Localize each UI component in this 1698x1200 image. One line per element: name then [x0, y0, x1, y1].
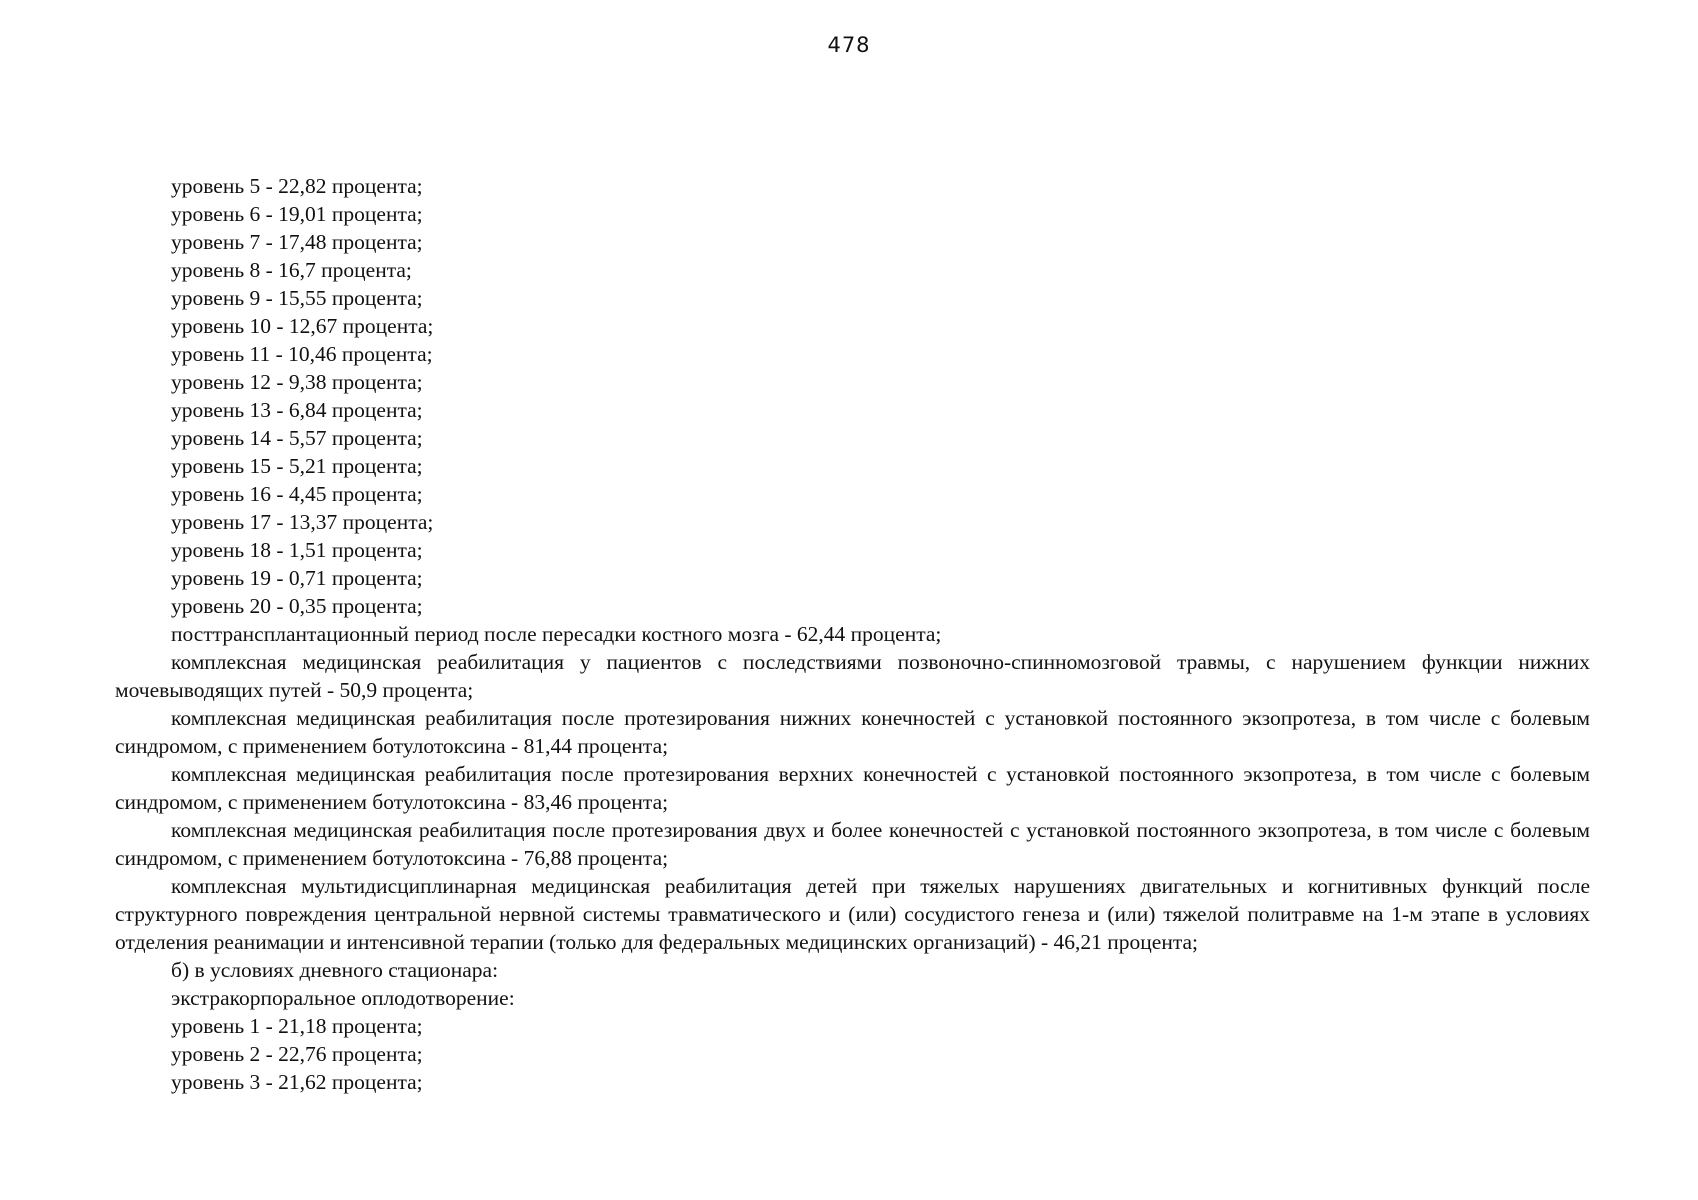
list-item: уровень 3 - 21,62 процента;	[171, 1070, 423, 1094]
paragraph: комплексная медицинская реабилитация у пациентов с последствиями позвоночно-спинномозговой травмы, с нарушением функции нижних мочевыводящих путей - 50,9 процента;	[115, 650, 1590, 702]
list-item: уровень 14 - 5,57 процента;	[171, 426, 423, 450]
list-item: уровень 9 - 15,55 процента;	[171, 286, 423, 310]
paragraph: комплексная медицинская реабилитация после протезирования верхних конечностей с установкой постоянного экзопротеза, в том числе с болевым синдромом, с применением ботулотоксина - 83,46 процента;	[115, 762, 1590, 814]
list-item: уровень 10 - 12,67 процента;	[171, 314, 434, 338]
list-item: уровень 1 - 21,18 процента;	[171, 1014, 423, 1038]
list-item: уровень 2 - 22,76 процента;	[171, 1042, 423, 1066]
list-item: уровень 19 - 0,71 процента;	[171, 566, 423, 590]
paragraph: комплексная мультидисциплинарная медицинская реабилитация детей при тяжелых нарушениях двигательных и когнитивных функций после структурного повреждения центральной нервной системы травматического и (или) сосудистого генеза и (или) тяжелой политравме на 1-м этапе в условиях отделения реанимации и интенсивной терапии (только для федеральных медицинских организаций) - 46,21 процента;	[115, 874, 1590, 954]
subsection-heading: экстракорпоральное оплодотворение:	[171, 986, 515, 1010]
section-heading: б) в условиях дневного стационара:	[171, 958, 499, 982]
document-body	[115, 172, 1590, 1096]
list-item: уровень 16 - 4,45 процента;	[171, 482, 423, 506]
list-item: уровень 20 - 0,35 процента;	[171, 594, 423, 618]
list-item: уровень 8 - 16,7 процента;	[171, 258, 412, 282]
list-item: уровень 13 - 6,84 процента;	[171, 398, 423, 422]
list-item: уровень 6 - 19,01 процента;	[171, 202, 423, 226]
list-item: уровень 17 - 13,37 процента;	[171, 510, 434, 534]
page-number: 478	[827, 33, 871, 57]
list-item: уровень 18 - 1,51 процента;	[171, 538, 423, 562]
paragraph: комплексная медицинская реабилитация после протезирования нижних конечностей с установкой постоянного экзопротеза, в том числе с болевым синдромом, с применением ботулотоксина - 81,44 процента;	[115, 706, 1590, 758]
list-item: уровень 11 - 10,46 процента;	[171, 342, 433, 366]
list-item: уровень 5 - 22,82 процента;	[171, 174, 423, 198]
list-item: уровень 7 - 17,48 процента;	[171, 230, 423, 254]
paragraph: комплексная медицинская реабилитация после протезирования двух и более конечностей с установкой постоянного экзопротеза, в том числе с болевым синдромом, с применением ботулотоксина - 76,88 процента;	[115, 818, 1590, 870]
list-item: уровень 12 - 9,38 процента;	[171, 370, 423, 394]
list-item: посттрансплантационный период после пересадки костного мозга - 62,44 процента;	[171, 622, 942, 646]
list-item: уровень 15 - 5,21 процента;	[171, 454, 423, 478]
